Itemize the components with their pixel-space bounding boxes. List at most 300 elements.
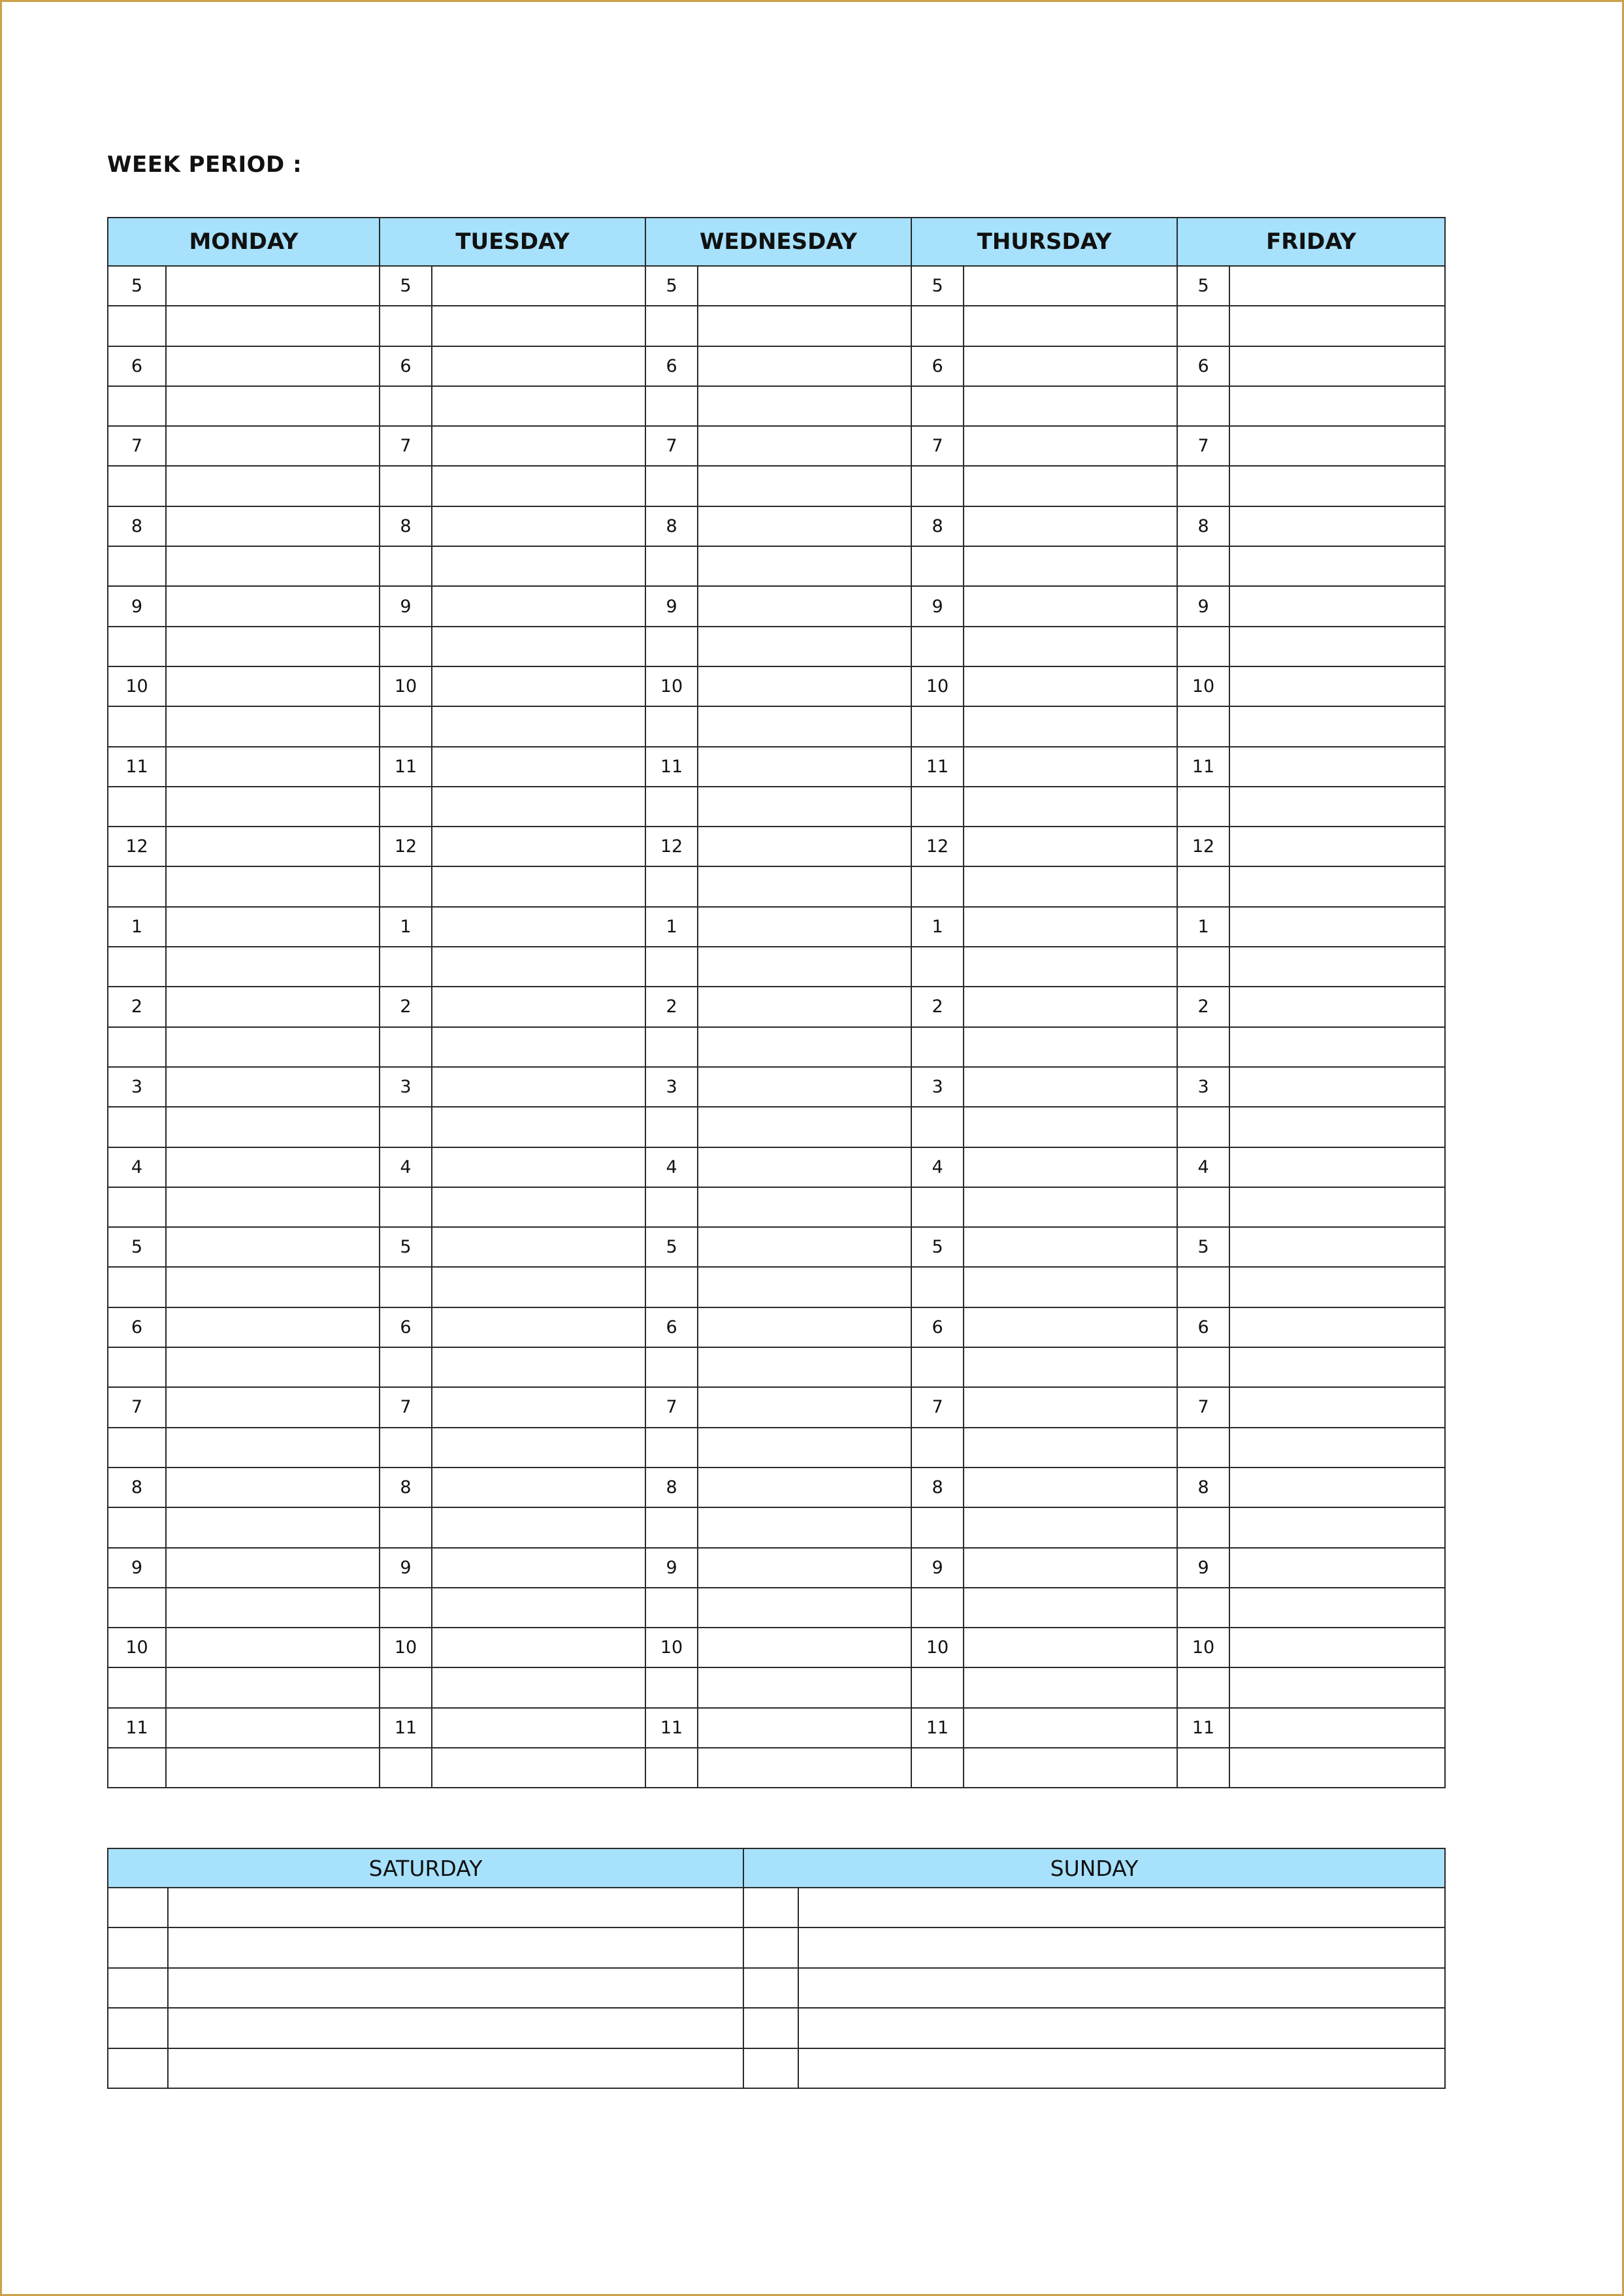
half-hour-row [108,627,1445,666]
schedule-entry-cell[interactable] [432,1227,645,1267]
schedule-entry-cell[interactable] [432,1387,645,1427]
hour-number-cell [380,1107,432,1147]
hour-number-cell [911,866,964,906]
half-hour-row [108,947,1445,987]
schedule-entry-cell[interactable] [432,266,645,306]
schedule-entry-cell[interactable] [698,346,911,386]
weekend-row [108,1888,1445,1927]
schedule-entry-cell[interactable] [432,1468,645,1507]
schedule-entry-cell[interactable] [432,1708,645,1748]
schedule-entry-cell[interactable] [166,1387,380,1427]
schedule-entry-cell[interactable] [964,1667,1177,1707]
hour-number-cell [645,1667,698,1707]
hour-row [108,747,1445,787]
weekend-number-cell [743,1968,798,2008]
schedule-entry-cell[interactable] [698,426,911,466]
hour-number-cell [108,386,166,426]
schedule-entry-cell[interactable] [1229,747,1445,787]
schedule-entry-cell[interactable] [432,1507,645,1547]
schedule-entry-cell[interactable] [166,1027,380,1067]
hour-number-cell [380,306,432,346]
schedule-entry-cell[interactable] [964,666,1177,706]
schedule-entry-cell[interactable] [964,866,1177,906]
schedule-entry-cell[interactable] [432,827,645,866]
hour-number-cell: 4 [108,1147,166,1187]
schedule-entry-cell[interactable] [1229,1027,1445,1067]
schedule-entry-cell[interactable] [166,266,380,306]
schedule-entry-cell[interactable] [698,266,911,306]
schedule-entry-cell[interactable] [964,1548,1177,1588]
hour-number-cell [1177,1748,1229,1788]
half-hour-row [108,1267,1445,1307]
schedule-entry-cell[interactable] [432,1748,645,1788]
schedule-entry-cell[interactable] [432,1267,645,1307]
hour-number-cell [380,1347,432,1387]
schedule-entry-cell[interactable] [166,627,380,666]
schedule-entry-cell[interactable] [698,907,911,947]
schedule-entry-cell[interactable] [1229,1227,1445,1267]
hour-number-cell: 7 [911,1387,964,1427]
hour-number-cell: 1 [380,907,432,947]
weekend-schedule-table [107,1848,1446,2089]
schedule-entry-cell[interactable] [698,1347,911,1387]
schedule-entry-cell[interactable] [698,1067,911,1107]
schedule-entry-cell[interactable] [166,506,380,546]
schedule-entry-cell[interactable] [964,627,1177,666]
schedule-entry-cell[interactable] [964,1628,1177,1667]
weekend-entry-cell[interactable] [168,1888,743,1927]
schedule-entry-cell[interactable] [964,947,1177,987]
schedule-entry-cell[interactable] [166,1628,380,1667]
schedule-entry-cell[interactable] [964,306,1177,346]
schedule-entry-cell[interactable] [964,747,1177,787]
hour-number-cell [380,787,432,827]
schedule-entry-cell[interactable] [166,1428,380,1468]
schedule-entry-cell[interactable] [1229,1267,1445,1307]
schedule-entry-cell[interactable] [166,827,380,866]
hour-number-cell: 12 [1177,827,1229,866]
schedule-entry-cell[interactable] [698,1588,911,1628]
hour-number-cell [645,466,698,506]
hour-number-cell: 8 [380,1468,432,1507]
hour-row [108,987,1445,1026]
schedule-entry-cell[interactable] [166,1468,380,1507]
schedule-entry-cell[interactable] [698,1107,911,1147]
schedule-entry-cell[interactable] [698,627,911,666]
schedule-entry-cell[interactable] [432,1347,645,1387]
schedule-entry-cell[interactable] [964,1067,1177,1107]
schedule-entry-cell[interactable] [698,866,911,906]
schedule-entry-cell[interactable] [166,386,380,426]
schedule-entry-cell[interactable] [698,506,911,546]
half-hour-row [108,1027,1445,1067]
weekend-entry-cell[interactable] [798,2008,1445,2048]
schedule-entry-cell[interactable] [432,947,645,987]
hour-number-cell: 7 [1177,1387,1229,1427]
weekend-entry-cell[interactable] [168,2008,743,2048]
schedule-entry-cell[interactable] [698,1147,911,1187]
schedule-entry-cell[interactable] [698,787,911,827]
schedule-entry-cell[interactable] [1229,426,1445,466]
schedule-entry-cell[interactable] [432,1147,645,1187]
schedule-entry-cell[interactable] [1229,1507,1445,1547]
schedule-entry-cell[interactable] [698,1667,911,1707]
schedule-entry-cell[interactable] [698,1187,911,1227]
hour-number-cell [380,466,432,506]
schedule-entry-cell[interactable] [1229,466,1445,506]
hour-number-cell: 6 [1177,346,1229,386]
schedule-entry-cell[interactable] [964,1147,1177,1187]
schedule-entry-cell[interactable] [698,827,911,866]
schedule-entry-cell[interactable] [964,1748,1177,1788]
hour-number-cell [911,1667,964,1707]
schedule-entry-cell[interactable] [964,987,1177,1026]
hour-row [108,1227,1445,1267]
hour-number-cell [108,1267,166,1307]
hour-number-cell [1177,947,1229,987]
weekend-number-cell [743,1888,798,1927]
schedule-entry-cell[interactable] [166,747,380,787]
weekend-header-row [108,1848,1445,1888]
schedule-entry-cell[interactable] [964,907,1177,947]
hour-number-cell [1177,706,1229,746]
hour-number-cell: 10 [911,1628,964,1667]
schedule-entry-cell[interactable] [964,1107,1177,1147]
schedule-entry-cell[interactable] [1229,1428,1445,1468]
weekend-entry-cell[interactable] [168,1927,743,1967]
schedule-entry-cell[interactable] [1229,987,1445,1026]
hour-number-cell: 5 [108,266,166,306]
schedule-entry-cell[interactable] [166,1708,380,1748]
hour-number-cell: 5 [911,266,964,306]
schedule-entry-cell[interactable] [1229,666,1445,706]
schedule-entry-cell[interactable] [432,1548,645,1588]
schedule-entry-cell[interactable] [1229,1708,1445,1748]
schedule-entry-cell[interactable] [166,1187,380,1227]
hour-number-cell [380,1187,432,1227]
weekend-entry-cell[interactable] [798,1888,1445,1927]
weekend-entry-cell[interactable] [798,1927,1445,1967]
hour-number-cell [380,866,432,906]
schedule-entry-cell[interactable] [1229,1187,1445,1227]
hour-number-cell [108,627,166,666]
schedule-entry-cell[interactable] [698,747,911,787]
schedule-entry-cell[interactable] [1229,1147,1445,1187]
schedule-entry-cell[interactable] [1229,1748,1445,1788]
schedule-entry-cell[interactable] [432,1428,645,1468]
schedule-entry-cell[interactable] [698,386,911,426]
hour-number-cell: 5 [645,266,698,306]
schedule-entry-cell[interactable] [432,506,645,546]
schedule-entry-cell[interactable] [1229,306,1445,346]
hour-number-cell: 5 [911,1227,964,1267]
hour-number-cell: 1 [1177,907,1229,947]
schedule-entry-cell[interactable] [698,666,911,706]
weekend-entry-cell[interactable] [798,2048,1445,2088]
schedule-entry-cell[interactable] [964,346,1177,386]
schedule-entry-cell[interactable] [432,1067,645,1107]
schedule-entry-cell[interactable] [1229,947,1445,987]
schedule-entry-cell[interactable] [432,666,645,706]
schedule-entry-cell[interactable] [432,706,645,746]
schedule-entry-cell[interactable] [1229,1307,1445,1347]
hour-number-cell [1177,866,1229,906]
hour-row [108,1067,1445,1107]
hour-number-cell [911,1107,964,1147]
schedule-entry-cell[interactable] [432,1628,645,1667]
hour-number-cell [108,466,166,506]
schedule-entry-cell[interactable] [432,1187,645,1227]
day-header-wednesday: WEDNESDAY [645,218,911,266]
weekend-number-cell [108,1968,168,2008]
hour-number-cell [911,1428,964,1468]
schedule-entry-cell[interactable] [698,947,911,987]
schedule-entry-cell[interactable] [1229,907,1445,947]
schedule-entry-cell[interactable] [166,546,380,586]
schedule-entry-cell[interactable] [1229,1107,1445,1147]
schedule-entry-cell[interactable] [166,1067,380,1107]
hour-number-cell [108,706,166,746]
schedule-entry-cell[interactable] [964,787,1177,827]
schedule-entry-cell[interactable] [698,1708,911,1748]
schedule-entry-cell[interactable] [166,666,380,706]
schedule-entry-cell[interactable] [166,306,380,346]
schedule-entry-cell[interactable] [698,1428,911,1468]
schedule-entry-cell[interactable] [432,866,645,906]
schedule-entry-cell[interactable] [698,1628,911,1667]
schedule-entry-cell[interactable] [1229,1628,1445,1667]
schedule-entry-cell[interactable] [1229,627,1445,666]
schedule-entry-cell[interactable] [432,987,645,1026]
schedule-entry-cell[interactable] [166,907,380,947]
schedule-entry-cell[interactable] [964,1307,1177,1347]
schedule-entry-cell[interactable] [166,1107,380,1147]
schedule-entry-cell[interactable] [698,1748,911,1788]
schedule-entry-cell[interactable] [698,586,911,626]
schedule-entry-cell[interactable] [166,787,380,827]
weekend-row [108,1927,1445,1967]
schedule-entry-cell[interactable] [698,1548,911,1588]
hour-number-cell: 8 [380,506,432,546]
schedule-entry-cell[interactable] [166,1667,380,1707]
schedule-entry-cell[interactable] [964,1468,1177,1507]
hour-number-cell [911,1267,964,1307]
hour-number-cell: 10 [645,666,698,706]
schedule-entry-cell[interactable] [432,787,645,827]
schedule-entry-cell[interactable] [698,546,911,586]
schedule-entry-cell[interactable] [964,1428,1177,1468]
half-hour-row [108,546,1445,586]
schedule-entry-cell[interactable] [698,1387,911,1427]
hour-number-cell [645,1267,698,1307]
hour-number-cell: 7 [380,426,432,466]
weekday-header-row [108,218,1445,266]
hour-number-cell: 7 [108,1387,166,1427]
schedule-entry-cell[interactable] [964,466,1177,506]
schedule-entry-cell[interactable] [698,1227,911,1267]
hour-number-cell [645,1748,698,1788]
schedule-entry-cell[interactable] [166,866,380,906]
schedule-entry-cell[interactable] [432,907,645,947]
weekend-entry-cell[interactable] [798,1968,1445,2008]
schedule-entry-cell[interactable] [166,1588,380,1628]
hour-number-cell [108,1588,166,1628]
schedule-entry-cell[interactable] [432,627,645,666]
hour-number-cell [911,1748,964,1788]
schedule-entry-cell[interactable] [1229,346,1445,386]
schedule-entry-cell[interactable] [1229,787,1445,827]
hour-number-cell: 4 [645,1147,698,1187]
schedule-entry-cell[interactable] [964,426,1177,466]
schedule-entry-cell[interactable] [698,1267,911,1307]
schedule-entry-cell[interactable] [964,266,1177,306]
schedule-entry-cell[interactable] [964,1507,1177,1547]
hour-number-cell [108,1347,166,1387]
schedule-entry-cell[interactable] [166,1227,380,1267]
schedule-entry-cell[interactable] [432,426,645,466]
schedule-entry-cell[interactable] [1229,386,1445,426]
hour-number-cell: 1 [645,907,698,947]
schedule-entry-cell[interactable] [698,706,911,746]
schedule-entry-cell[interactable] [964,506,1177,546]
schedule-entry-cell[interactable] [964,386,1177,426]
hour-number-cell: 7 [645,426,698,466]
schedule-entry-cell[interactable] [166,586,380,626]
schedule-entry-cell[interactable] [1229,506,1445,546]
schedule-entry-cell[interactable] [1229,827,1445,866]
schedule-entry-cell[interactable] [698,1027,911,1067]
hour-number-cell: 1 [108,907,166,947]
schedule-entry-cell[interactable] [432,346,645,386]
hour-row [108,1708,1445,1748]
schedule-entry-cell[interactable] [432,1307,645,1347]
schedule-entry-cell[interactable] [1229,1347,1445,1387]
schedule-entry-cell[interactable] [166,987,380,1026]
weekend-entry-cell[interactable] [168,1968,743,2008]
hour-number-cell: 4 [911,1147,964,1187]
schedule-entry-cell[interactable] [432,466,645,506]
schedule-entry-cell[interactable] [432,1107,645,1147]
schedule-entry-cell[interactable] [166,1548,380,1588]
schedule-entry-cell[interactable] [166,1147,380,1187]
schedule-entry-cell[interactable] [166,1267,380,1307]
hour-row [108,827,1445,866]
schedule-entry-cell[interactable] [964,1187,1177,1227]
hour-number-cell [911,466,964,506]
hour-number-cell: 6 [645,1307,698,1347]
schedule-entry-cell[interactable] [166,426,380,466]
schedule-entry-cell[interactable] [432,546,645,586]
schedule-entry-cell[interactable] [698,1468,911,1507]
schedule-entry-cell[interactable] [432,747,645,787]
schedule-entry-cell[interactable] [1229,1067,1445,1107]
schedule-entry-cell[interactable] [698,1307,911,1347]
schedule-entry-cell[interactable] [432,1027,645,1067]
schedule-entry-cell[interactable] [166,346,380,386]
hour-number-cell: 7 [108,426,166,466]
schedule-entry-cell[interactable] [964,586,1177,626]
schedule-entry-cell[interactable] [698,1507,911,1547]
hour-number-cell: 10 [645,1628,698,1667]
schedule-entry-cell[interactable] [964,1027,1177,1067]
hour-number-cell [1177,546,1229,586]
schedule-entry-cell[interactable] [1229,1468,1445,1507]
schedule-entry-cell[interactable] [1229,266,1445,306]
hour-number-cell [108,947,166,987]
schedule-entry-cell[interactable] [432,1588,645,1628]
schedule-entry-cell[interactable] [964,1588,1177,1628]
hour-number-cell: 8 [1177,506,1229,546]
schedule-entry-cell[interactable] [166,1307,380,1347]
schedule-entry-cell[interactable] [166,466,380,506]
hour-number-cell: 10 [911,666,964,706]
hour-number-cell: 9 [911,1548,964,1588]
schedule-entry-cell[interactable] [698,466,911,506]
schedule-entry-cell[interactable] [1229,866,1445,906]
hour-number-cell: 7 [645,1387,698,1427]
hour-number-cell [380,706,432,746]
schedule-entry-cell[interactable] [1229,1588,1445,1628]
schedule-entry-cell[interactable] [1229,586,1445,626]
schedule-entry-cell[interactable] [1229,1548,1445,1588]
schedule-entry-cell[interactable] [698,987,911,1026]
hour-number-cell [911,1027,964,1067]
hour-number-cell [380,546,432,586]
hour-number-cell [108,866,166,906]
hour-number-cell [911,787,964,827]
day-header-monday: MONDAY [108,218,380,266]
hour-row [108,1548,1445,1588]
weekday-schedule-body [108,266,1445,1788]
half-hour-row [108,1507,1445,1547]
schedule-entry-cell[interactable] [964,546,1177,586]
schedule-entry-cell[interactable] [166,1507,380,1547]
schedule-entry-cell[interactable] [964,1267,1177,1307]
schedule-entry-cell[interactable] [166,1347,380,1387]
hour-number-cell: 2 [645,987,698,1026]
schedule-entry-cell[interactable] [964,1227,1177,1267]
schedule-entry-cell[interactable] [1229,546,1445,586]
hour-number-cell: 4 [380,1147,432,1187]
half-hour-row [108,1347,1445,1387]
schedule-entry-cell[interactable] [964,1347,1177,1387]
weekend-number-cell [743,2048,798,2088]
schedule-entry-cell[interactable] [698,306,911,346]
schedule-entry-cell[interactable] [1229,1667,1445,1707]
hour-number-cell: 11 [911,1708,964,1748]
schedule-entry-cell[interactable] [432,586,645,626]
hour-number-cell [1177,1667,1229,1707]
schedule-entry-cell[interactable] [166,1748,380,1788]
weekend-number-cell [743,2008,798,2048]
schedule-entry-cell[interactable] [166,706,380,746]
schedule-entry-cell[interactable] [166,947,380,987]
day-header-tuesday: TUESDAY [380,218,645,266]
schedule-entry-cell[interactable] [1229,1387,1445,1427]
schedule-entry-cell[interactable] [964,827,1177,866]
schedule-entry-cell[interactable] [964,1708,1177,1748]
schedule-entry-cell[interactable] [964,706,1177,746]
hour-number-cell: 8 [645,506,698,546]
schedule-entry-cell[interactable] [1229,706,1445,746]
schedule-entry-cell[interactable] [432,1667,645,1707]
weekend-number-cell [108,2048,168,2088]
schedule-entry-cell[interactable] [432,306,645,346]
weekend-entry-cell[interactable] [168,2048,743,2088]
hour-number-cell: 10 [108,1628,166,1667]
schedule-entry-cell[interactable] [432,386,645,426]
schedule-entry-cell[interactable] [964,1387,1177,1427]
